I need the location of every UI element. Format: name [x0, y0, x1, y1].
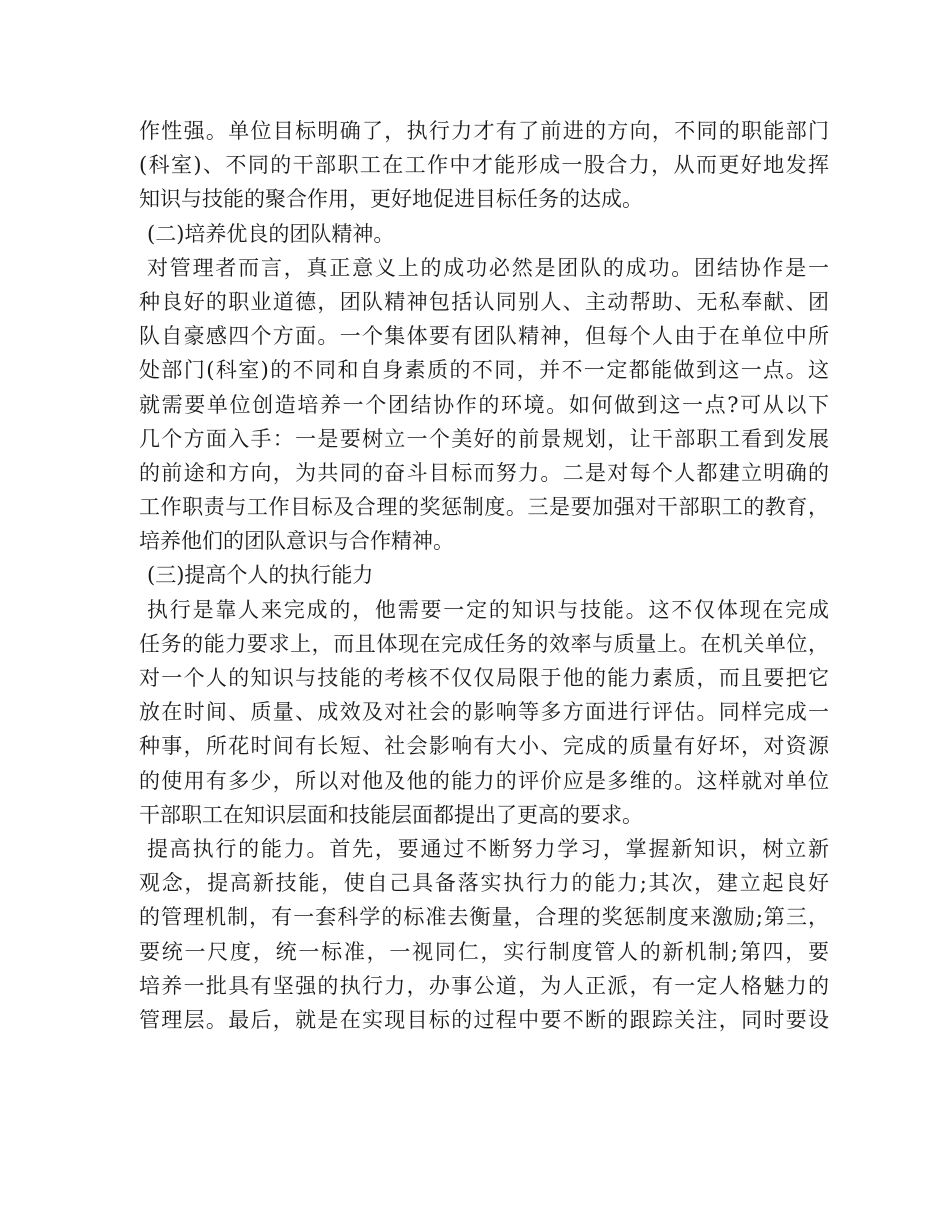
paragraph-line: 处部门(科室)的不同和自身素质的不同，并不一定都能做到这一点。这 — [139, 358, 829, 383]
section-heading: (二)培养优良的团队精神。 — [147, 221, 395, 246]
paragraph-line: 种良好的职业道德，团队精神包括认同别人、主动帮助、无私奉献、团 — [139, 289, 829, 314]
paragraph-line: 队自豪感四个方面。一个集体要有团队精神，但每个人由于在单位中所 — [139, 324, 829, 349]
paragraph-line: 就需要单位创造培养一个团结协作的环境。如何做到这一点?可从以下 — [139, 392, 829, 417]
paragraph-line: 观念，提高新技能，使自己具备落实执行力的能力;其次，建立起良好 — [139, 871, 829, 896]
paragraph-line: 对管理者而言，真正意义上的成功必然是团队的成功。团结协作是一 — [147, 255, 829, 280]
paragraph-line: 执行是靠人来完成的，他需要一定的知识与技能。这不仅体现在完成 — [147, 597, 829, 622]
section-heading: (三)提高个人的执行能力 — [147, 563, 374, 588]
paragraph-line: 任务的能力要求上，而且体现在完成任务的效率与质量上。在机关单位， — [139, 631, 829, 656]
paragraph-line: 培养一批具有坚强的执行力，办事公道，为人正派，有一定人格魅力的 — [139, 973, 829, 998]
document-body — [139, 114, 829, 1037]
paragraph-line: 种事，所花时间有长短、社会影响有大小、完成的质量有好坏，对资源 — [139, 734, 829, 759]
paragraph-line: 培养他们的团队意识与合作精神。 — [139, 529, 454, 554]
paragraph-line: 提高执行的能力。首先，要通过不断努力学习，掌握新知识，树立新 — [147, 836, 829, 861]
paragraph-line: 作性强。单位目标明确了，执行力才有了前进的方向，不同的职能部门 — [139, 119, 829, 143]
paragraph-line: 的管理机制，有一套科学的标准去衡量，合理的奖惩制度来激励;第三， — [139, 905, 829, 930]
paragraph-line: 工作职责与工作目标及合理的奖惩制度。三是要加强对干部职工的教育， — [139, 495, 829, 520]
paragraph-line: 的使用有多少，所以对他及他的能力的评价应是多维的。这样就对单位 — [139, 768, 829, 793]
paragraph-line: (科室)、不同的干部职工在工作中才能形成一股合力，从而更好地发挥 — [139, 153, 829, 178]
paragraph-line: 要统一尺度，统一标准，一视同仁，实行制度管人的新机制;第四，要 — [139, 939, 829, 964]
paragraph-line: 对一个人的知识与技能的考核不仅仅局限于他的能力素质，而且要把它 — [139, 666, 829, 690]
paragraph-line: 的前途和方向，为共同的奋斗目标而努力。二是对每个人都建立明确的 — [139, 460, 829, 485]
paragraph-line: 放在时间、质量、成效及对社会的影响等多方面进行评估。同样完成一 — [139, 700, 829, 725]
paragraph-line: 管理层。最后，就是在实现目标的过程中要不断的跟踪关注，同时要设 — [139, 1007, 829, 1032]
paragraph-line: 几个方面入手：一是要树立一个美好的前景规划，让干部职工看到发展 — [139, 426, 829, 451]
paragraph-line: 干部职工在知识层面和技能层面都提出了更高的要求。 — [139, 802, 643, 827]
paragraph-line: 知识与技能的聚合作用，更好地促进目标任务的达成。 — [139, 187, 643, 212]
